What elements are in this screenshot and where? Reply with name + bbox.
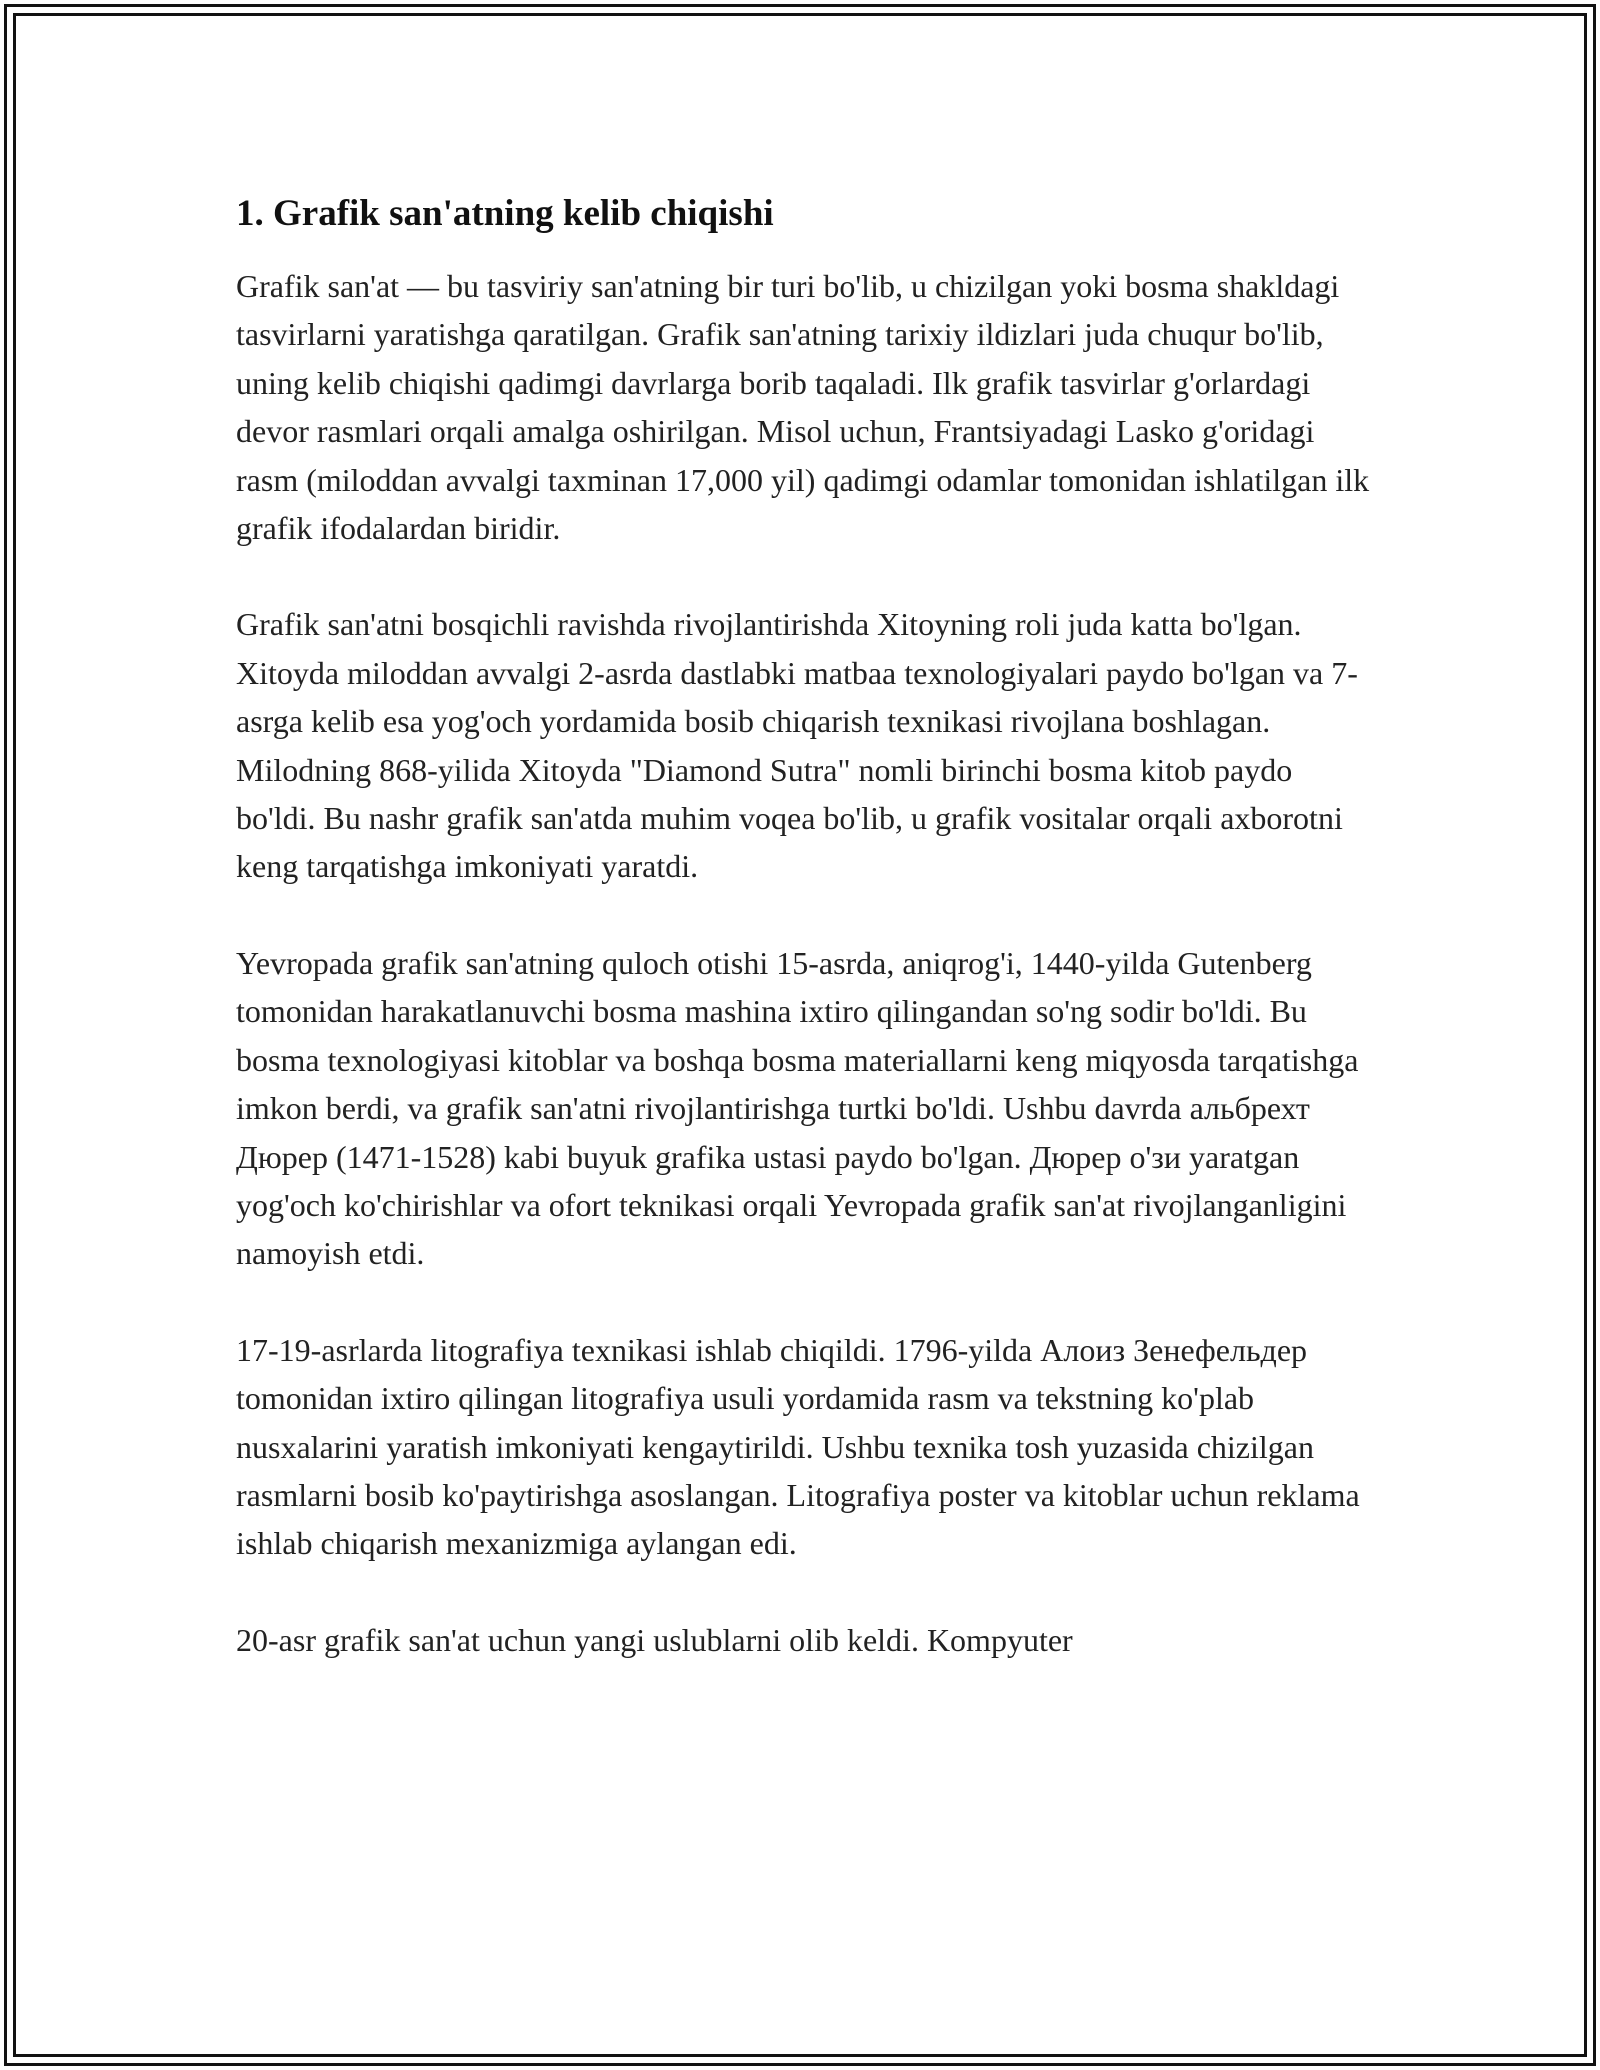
paragraph-origins: Grafik san'at — bu tasviriy san'atning bir turi bo'lib, u chizilgan yoki bosma shakldagi tasvirlarni yaratishga qaratilgan. Grafik san'atning tarixiy ildizlari juda chuqur bo'lib, uning kelib chiqishi qadimgi davrlarga borib taqaladi. Ilk grafik tasvirlar g'orlardagi devor rasmlari orqali amalga oshirilgan. Misol uchun, Frantsiyadagi Lasko g'oridagi rasm (miloddan avvalgi taxminan 17,000 yil) qadimgi odamlar tomonidan ishlatilgan ilk grafik ifodalardan biridir. [236,268,1370,547]
paragraph-europe: Yevropada grafik san'atning quloch otishi 15-asrda, aniqrog'i, 1440-yilda Gutenberg tomonidan harakatlanuvchi bosma mashina ixtiro qilingandan so'ng sodir bo'ldi. Bu bosma texnologiyasi kitoblar va boshqa bosma materiallarni keng miqyosda tarqatishga imkon berdi, va grafik san'atni rivojlantirishga turtki bo'ldi. Ushbu davrda альбрехт Дюрер (1471-1528) kabi buyuk grafika ustasi paydo bo'lgan. Дюрер o'зи yaratgan yog'och ko'chirishlar va ofort teknikasi orqali Yevropada grafik san'at rivojlanganligini namoyish etdi. [236,944,1359,1272]
paragraph-china: Grafik san'atni bosqichli ravishda rivojlantirishda Xitoyning roli juda katta bo'lgan. Xitoyda miloddan avvalgi 2-asrda dastlabki matbaa texnologiyalari paydo bo'lgan va 7-asrga kelib esa yog'och yordamida bosib chiqarish texnikasi rivojlana boshlagan. Milodning 868-yilida Xitoyda "Diamond Sutra" nomli birinchi bosma kitob paydo bo'ldi. Bu nashr grafik san'atda muhim voqea bo'lib, u grafik vositalar orqali axborotni keng tarqatishga imkoniyati yaratdi. [236,606,1358,885]
paragraph-20th-century: 20-asr grafik san'at uchun yangi uslublarni olib keldi. Kompyuter [236,1621,1073,1658]
paragraph-lithography: 17-19-asrlarda litografiya texnikasi ishlab chiqildi. 1796-yilda Алоиз Зенефельдер tomonidan ixtiro qilingan litografiya usuli yordamida rasm va tekstning ko'plab nusxalarini yaratish imkoniyati kengaytirildi. Ushbu texnika tosh yuzasida chizilgan rasmlarni bosib ko'paytirishga asoslangan. Litografiya poster va kitoblar uchun reklama ishlab chiqarish mexanizmiga aylangan edi. [236,1331,1360,1562]
section-heading: 1. Grafik san'atning kelib chiqishi [236,193,774,234]
document-body [236,186,1371,1712]
